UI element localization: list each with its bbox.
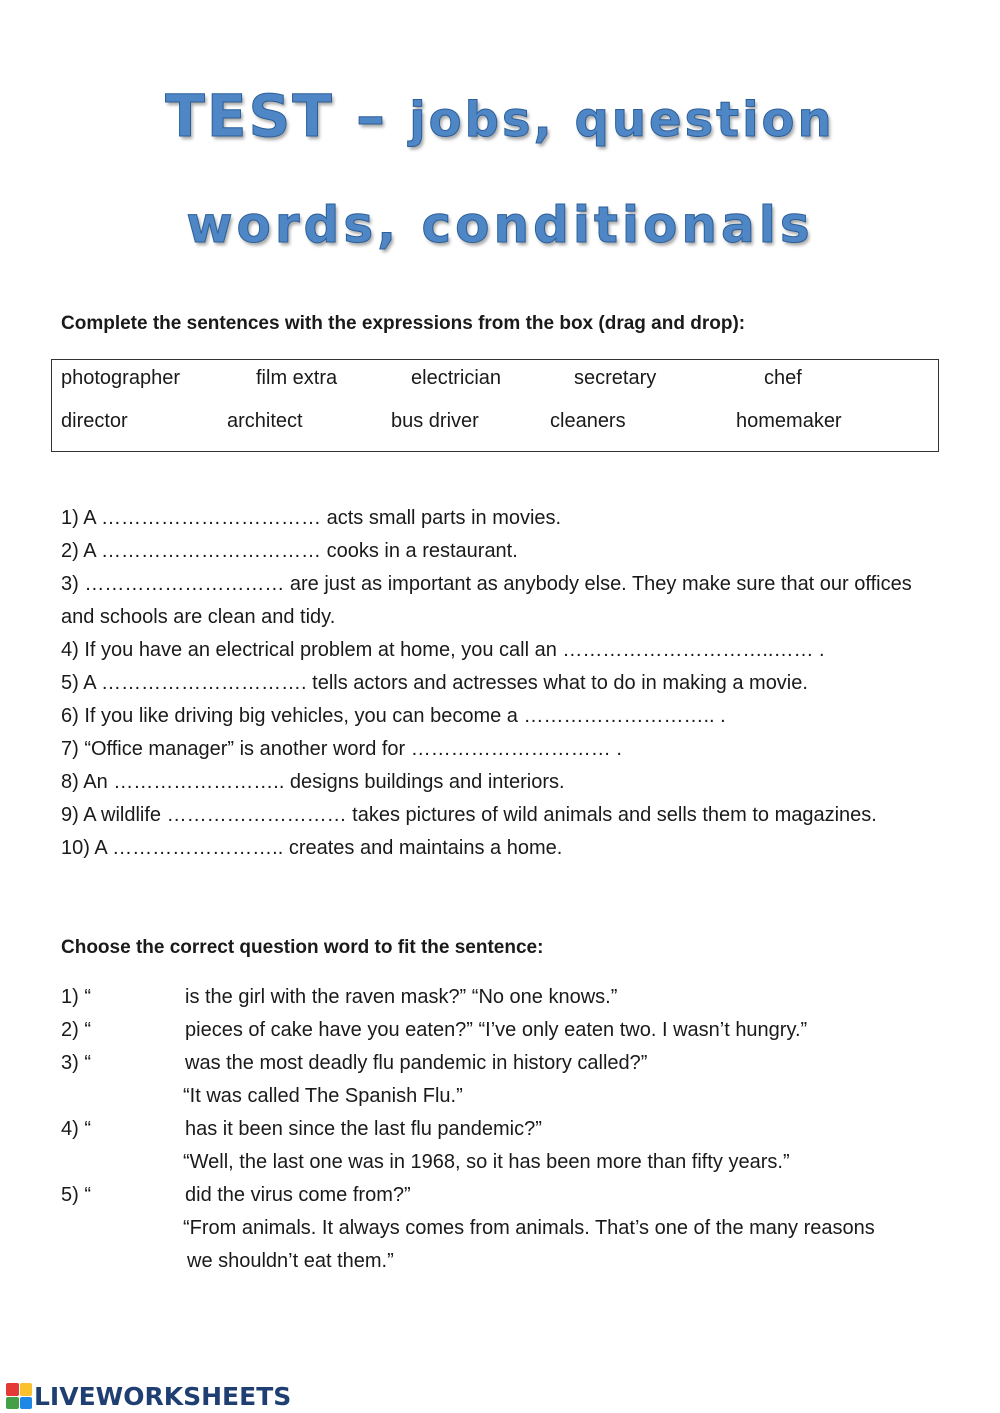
- word-secretary[interactable]: secretary: [574, 367, 657, 389]
- question-4-number: 4) “: [61, 1118, 91, 1140]
- question-2-text: pieces of cake have you eaten?” “I’ve only eaten two. I wasn’t hungry.”: [185, 1019, 808, 1041]
- word-film-extra[interactable]: film extra: [256, 367, 338, 389]
- sentence-7[interactable]: 7) “Office manager” is another word for ………………………… .: [61, 738, 622, 760]
- sentence-8[interactable]: 8) An …………………….. designs buildings and interiors.: [61, 771, 565, 793]
- title-test: TEST –: [165, 82, 410, 150]
- question-5-text: did the virus come from?”: [185, 1184, 411, 1206]
- word-architect[interactable]: architect: [227, 410, 303, 432]
- sentence-4[interactable]: 4) If you have an electrical problem at home, you call an …………………………..…… .: [61, 639, 825, 661]
- question-5-number: 5) “: [61, 1184, 91, 1206]
- question-3-answer: “It was called The Spanish Flu.”: [183, 1085, 463, 1107]
- instruction-1: Complete the sentences with the expressions from the box (drag and drop):: [61, 313, 746, 334]
- sentence-9[interactable]: 9) A wildlife ……………………… takes pictures of wild animals and sells them to magazines.: [61, 804, 877, 826]
- instruction-2: Choose the correct question word to fit the sentence:: [61, 937, 544, 958]
- sentence-5[interactable]: 5) A …………………………. tells actors and actresses what to do in making a movie.: [61, 672, 808, 694]
- word-electrician[interactable]: electrician: [411, 367, 502, 389]
- word-bus-driver[interactable]: bus driver: [391, 410, 479, 432]
- sentence-10[interactable]: 10) A …………………….. creates and maintains a home.: [61, 837, 563, 859]
- sentence-1[interactable]: 1) A …………………………… acts small parts in movies.: [61, 507, 562, 529]
- word-director[interactable]: director: [61, 410, 128, 432]
- word-homemaker[interactable]: homemaker: [736, 410, 842, 432]
- question-1-number: 1) “: [61, 986, 91, 1008]
- question-5-answer-cont: we shouldn’t eat them.”: [187, 1250, 394, 1272]
- sentence-3[interactable]: 3) ………………………… are just as important as anybody else. They make sure that our offices: [61, 573, 912, 595]
- question-2-number: 2) “: [61, 1019, 91, 1041]
- word-photographer[interactable]: photographer: [61, 367, 180, 389]
- question-4-answer: “Well, the last one was in 1968, so it has been more than fifty years.”: [183, 1151, 790, 1173]
- question-5-answer: “From animals. It always comes from animals. That’s one of the many reasons: [183, 1217, 875, 1239]
- word-bank: [51, 359, 939, 452]
- question-3-text: was the most deadly flu pandemic in history called?”: [185, 1052, 648, 1074]
- word-chef[interactable]: chef: [764, 367, 802, 389]
- sentence-2[interactable]: 2) A …………………………… cooks in a restaurant.: [61, 540, 518, 562]
- question-3-number: 3) “: [61, 1052, 91, 1074]
- liveworksheets-logo-text: LIVEWORKSHEETS: [34, 1381, 292, 1411]
- question-1-text: is the girl with the raven mask?” “No one knows.”: [185, 986, 618, 1008]
- title-topic: jobs, question: [409, 92, 835, 148]
- sentence-3-cont: and schools are clean and tidy.: [61, 606, 336, 628]
- title-line-1: [0, 82, 1000, 150]
- question-4-text: has it been since the last flu pandemic?”: [185, 1118, 542, 1140]
- word-cleaners[interactable]: cleaners: [550, 410, 626, 432]
- liveworksheets-logo-icon: [6, 1383, 32, 1409]
- title-line-2: words, conditionals: [186, 196, 814, 254]
- liveworksheets-logo: [6, 1381, 291, 1411]
- sentence-6[interactable]: 6) If you like driving big vehicles, you can become a ……………………….. .: [61, 705, 726, 727]
